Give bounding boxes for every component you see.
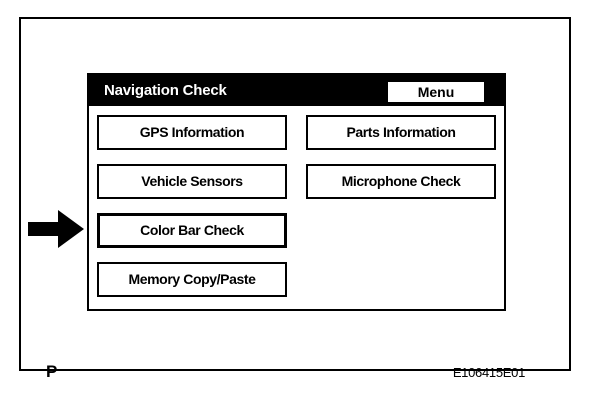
gps-information-button[interactable]: GPS Information [97,115,287,150]
corner-label: P [46,362,58,381]
memory-copy-paste-button[interactable]: Memory Copy/Paste [97,262,287,297]
navigation-check-screen [87,73,506,311]
vehicle-sensors-button[interactable]: Vehicle Sensors [97,164,287,199]
parts-information-button[interactable]: Parts Information [306,115,496,150]
menu-button[interactable]: Menu [387,81,485,103]
color-bar-check-button[interactable]: Color Bar Check [97,213,287,248]
figure-id: E106415E01 [452,365,525,380]
screen-title: Navigation Check [104,82,227,99]
title-bar [89,75,504,106]
arrow-right-icon [28,210,84,248]
microphone-check-button[interactable]: Microphone Check [306,164,496,199]
